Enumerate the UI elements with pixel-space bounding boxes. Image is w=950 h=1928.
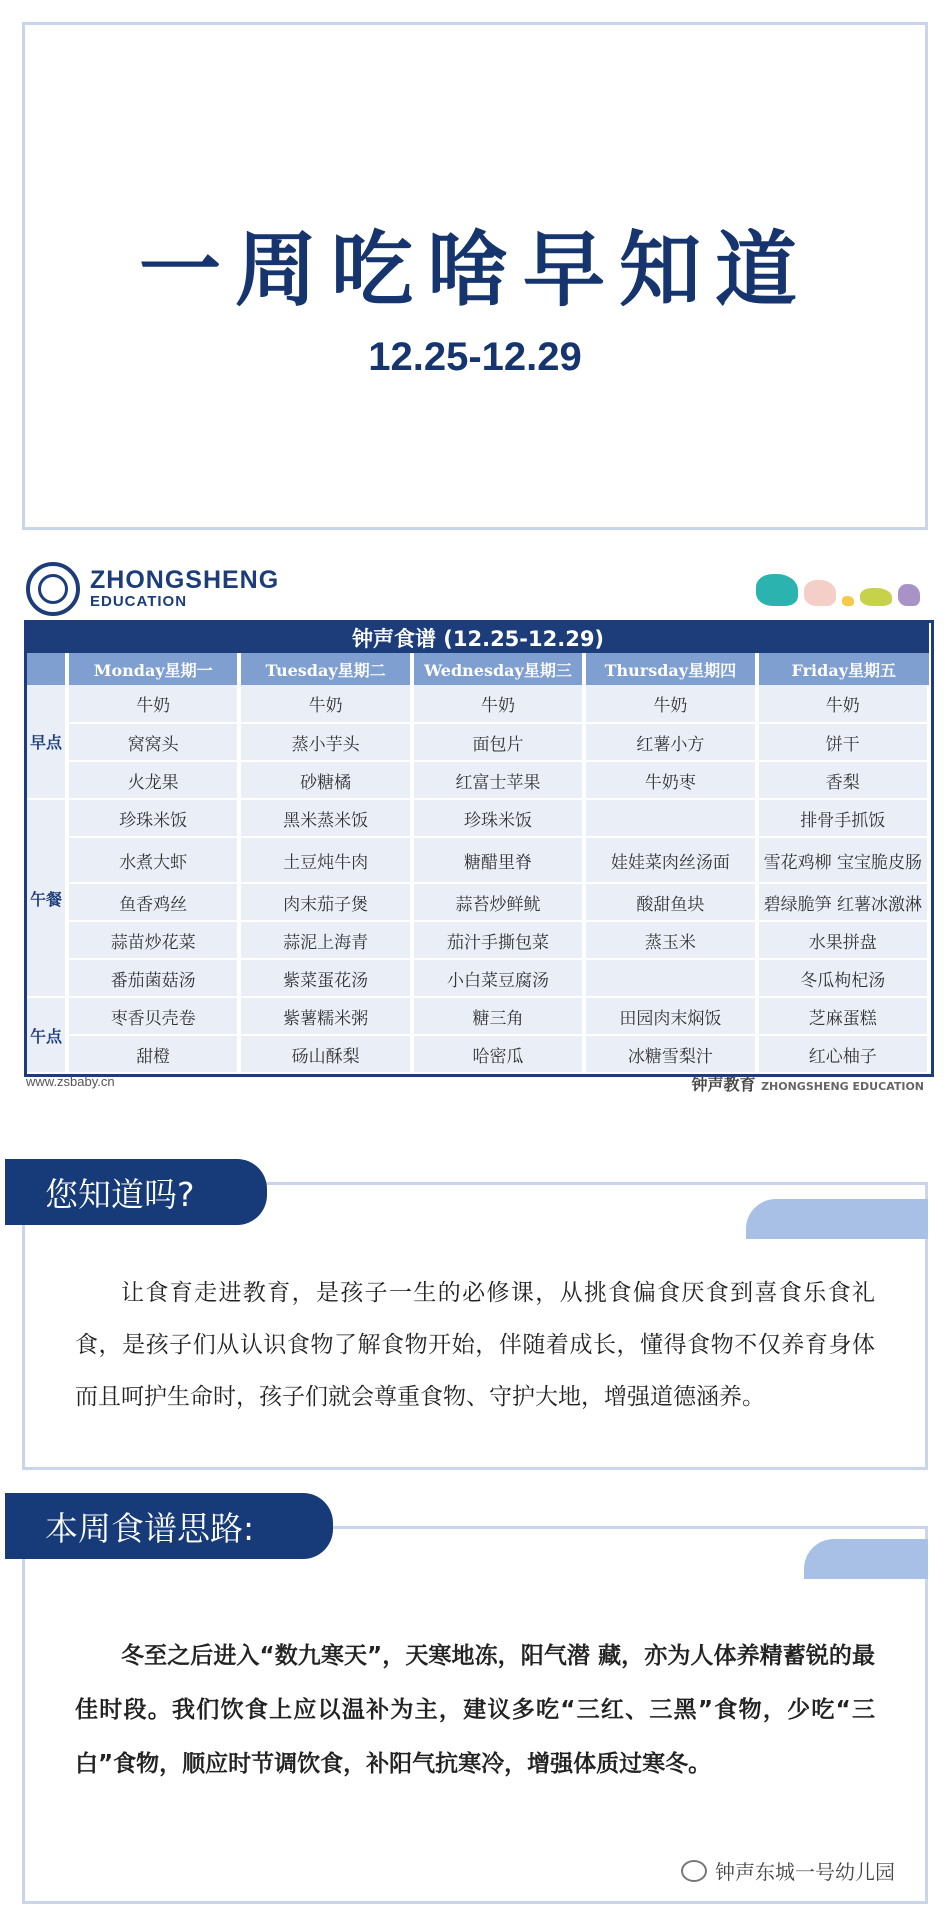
menu-cell: 红富士苹果 (412, 761, 584, 799)
menu-cell: 水果拼盘 (757, 921, 929, 959)
table-row (27, 837, 929, 883)
menu-cell: 雪花鸡柳 宝宝脆皮肠 (757, 837, 929, 883)
menu-cell: 碧绿脆笋 红薯冰激淋 (757, 883, 929, 921)
brand-subtitle: EDUCATION (90, 593, 188, 610)
menu-cell: 砂糖橘 (239, 761, 411, 799)
menu-cell: 牛奶 (584, 685, 756, 723)
table-row (27, 761, 929, 799)
menu-cell: 排骨手抓饭 (757, 799, 929, 837)
menu-cell: 糖醋里脊 (412, 837, 584, 883)
brand-logo-icon (26, 562, 80, 616)
menu-cell: 面包片 (412, 723, 584, 761)
meal-label-breakfast: 早点 (27, 685, 67, 799)
menu-cell (584, 959, 756, 997)
table-row (27, 997, 929, 1035)
menu-cell: 水煮大虾 (67, 837, 239, 883)
menu-cell: 田园肉末焖饭 (584, 997, 756, 1035)
wechat-icon (681, 1860, 707, 1882)
menu-cell: 甜橙 (67, 1035, 239, 1073)
brand-name: ZHONGSHENG (90, 566, 280, 594)
footer-brand-en: ZHONGSHENG EDUCATION (761, 1080, 924, 1093)
menu-cell: 紫菜蛋花汤 (239, 959, 411, 997)
day-header: Tuesday星期二 (239, 653, 411, 685)
menu-cell: 珍珠米饭 (67, 799, 239, 837)
section-paragraph: 让食育走进教育，是孩子一生的必修课，从挑食偏食厌食到喜食乐食礼食，是孩子们从认识食物了解食物开始，伴随着成长，懂得食物不仅养育身体而且呵护生命时，孩子们就会尊重食物、守护大地，增强道德涵养。 (75, 1280, 875, 1410)
meal-label-lunch: 午餐 (27, 799, 67, 997)
table-row (27, 723, 929, 761)
section-tab: 您知道吗? (5, 1159, 267, 1225)
header-card (22, 22, 928, 530)
animals-decoration (756, 574, 920, 606)
menu-cell: 红心柚子 (757, 1035, 929, 1073)
day-header: Wednesday星期三 (412, 653, 584, 685)
menu-cell: 香梨 (757, 761, 929, 799)
menu-cell: 珍珠米饭 (412, 799, 584, 837)
menu-cell: 蒸小芋头 (239, 723, 411, 761)
meal-label-snack: 午点 (27, 997, 67, 1073)
menu-cell (584, 799, 756, 837)
decorative-bar (804, 1539, 928, 1579)
table-row (27, 685, 929, 723)
footer-brand (691, 1072, 924, 1095)
rabbit-icon (898, 584, 920, 606)
menu-cell: 牛奶 (239, 685, 411, 723)
menu-cell: 黑米蒸米饭 (239, 799, 411, 837)
menu-cell: 蒸玉米 (584, 921, 756, 959)
table-row (27, 883, 929, 921)
did-you-know-section (22, 1174, 928, 1470)
menu-cell: 芝麻蛋糕 (757, 997, 929, 1035)
day-header: Monday星期一 (67, 653, 239, 685)
menu-cell: 土豆炖牛肉 (239, 837, 411, 883)
menu-cell: 牛奶 (412, 685, 584, 723)
menu-idea-section (22, 1508, 928, 1904)
menu-cell: 蒜苗炒花菜 (67, 921, 239, 959)
day-header: Friday星期五 (757, 653, 929, 685)
menu-cell: 酸甜鱼块 (584, 883, 756, 921)
table-row (27, 921, 929, 959)
menu-cell: 糖三角 (412, 997, 584, 1035)
date-range: 12.25-12.29 (368, 335, 582, 379)
menu-cell: 砀山酥梨 (239, 1035, 411, 1073)
watermark-text: 钟声东城一号幼儿园 (715, 1860, 895, 1884)
section-paragraph: 冬至之后进入“数九寒天”，天寒地冻，阳气潜 藏，亦为人体养精蓄锐的最佳时段。我们饮食上应以温补为主，建议多吃“三红、三黑”食物，少吃“三白”食物，顺应时节调饮食，补阳气抗寒冷，增强体质过寒冬。 (75, 1643, 875, 1777)
menu-cell: 火龙果 (67, 761, 239, 799)
brand (26, 562, 279, 616)
menu-cell: 牛奶 (67, 685, 239, 723)
table-row (27, 1035, 929, 1073)
day-header: Thursday星期四 (584, 653, 756, 685)
page-title: 一周吃啥早知道 (138, 223, 811, 318)
menu-cell: 紫薯糯米粥 (239, 997, 411, 1035)
menu-cell: 小白菜豆腐汤 (412, 959, 584, 997)
table-row (27, 799, 929, 837)
table-row (27, 959, 929, 997)
table-corner (27, 653, 67, 685)
section-tab: 本周食谱思路: (5, 1493, 333, 1559)
menu-cell: 枣香贝壳卷 (67, 997, 239, 1035)
website-url: www.zsbaby.cn (26, 1074, 115, 1089)
menu-table (24, 620, 934, 1077)
menu-cell: 饼干 (757, 723, 929, 761)
menu-cell: 红薯小方 (584, 723, 756, 761)
menu-cell: 鱼香鸡丝 (67, 883, 239, 921)
menu-area (22, 552, 928, 1120)
menu-cell: 茄汁手撕包菜 (412, 921, 584, 959)
menu-cell: 牛奶枣 (584, 761, 756, 799)
decorative-bar (746, 1199, 928, 1239)
menu-cell: 蒜苔炒鲜鱿 (412, 883, 584, 921)
menu-cell: 娃娃菜肉丝汤面 (584, 837, 756, 883)
menu-cell: 窝窝头 (67, 723, 239, 761)
elephant-icon (756, 574, 798, 606)
menu-cell: 冬瓜枸杞汤 (757, 959, 929, 997)
footer-brand-cn: 钟声教育 (691, 1075, 756, 1094)
menu-cell: 蒜泥上海青 (239, 921, 411, 959)
wechat-watermark (681, 1856, 895, 1885)
bird-icon (842, 596, 854, 606)
menu-cell: 牛奶 (757, 685, 929, 723)
menu-cell: 番茄菌菇汤 (67, 959, 239, 997)
menu-cell: 冰糖雪梨汁 (584, 1035, 756, 1073)
dog-icon (860, 588, 892, 606)
menu-title: 钟声食谱 (12.25-12.29) (27, 623, 929, 653)
cat-icon (804, 580, 836, 606)
menu-cell: 哈密瓜 (412, 1035, 584, 1073)
menu-cell: 肉末茄子煲 (239, 883, 411, 921)
